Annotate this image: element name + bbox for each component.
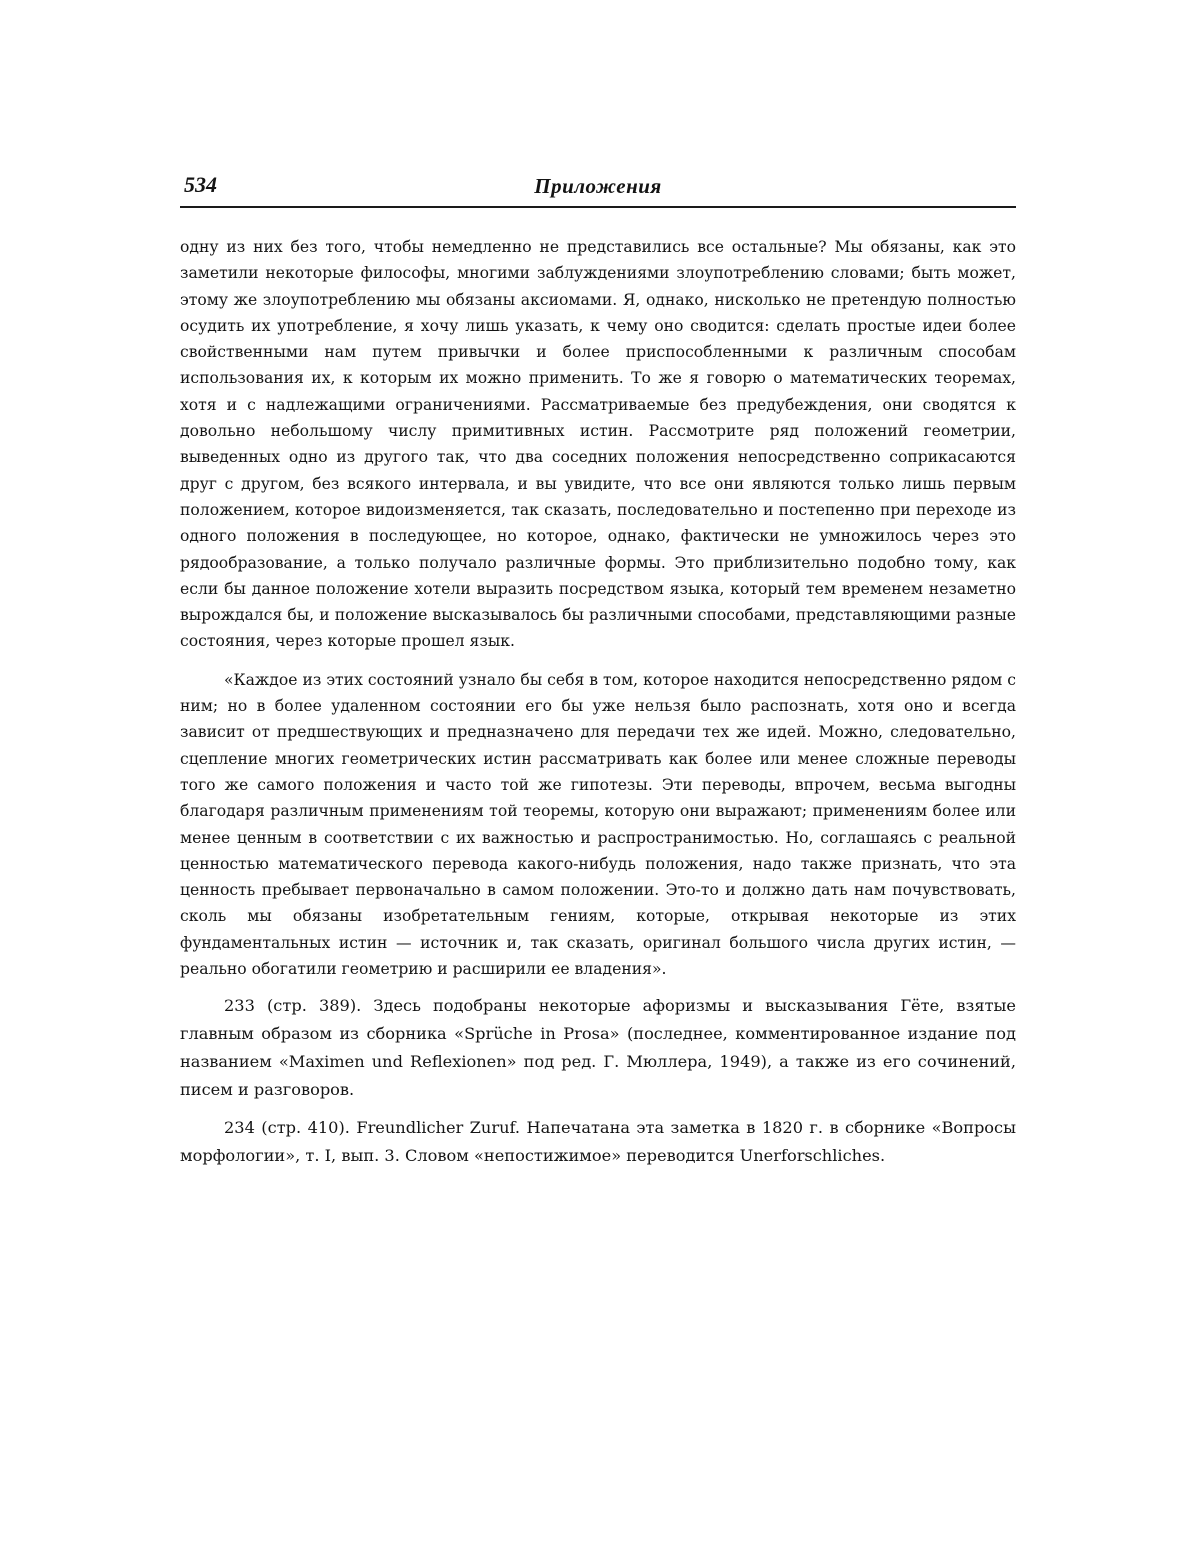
running-head (180, 170, 1016, 206)
paragraph-continuation: одну из них без того, чтобы немедленно не представились все остальные? Мы обязаны, как это заметили некоторые философы, многими заблуждениями злоупотреблению словами; быть может, этому же злоупотреблению мы обязаны аксиомами. Я, однако, нисколько не претендую полностью осудить их употребление, я хочу лишь указать, к чему оно сводится: сделать простые идеи более свойственными нам путем привычки и более приспособленными к различным способам использования их, к которым их можно применить. То же я говорю о математических теоремах, хотя и с надлежащими ограничениями. Рассматриваемые без предубеждения, они сводятся к довольно небольшому числу примитивных истин. Рассмотрите ряд положений геометрии, выведенных одно из другого так, что два соседних положения непосредственно соприкасаются друг с другом, без всякого интервала, и вы увидите, что все они являются только лишь первым положением, которое видоизменяется, так сказать, последовательно и постепенно при переходе из одного положения в последующее, но которое, однако, фактически не умножилось через это рядообразование, а только получало различные формы. Это приблизительно подобно тому, как если бы данное положение хотели выразить посредством языка, который тем временем незаметно вырождался бы, и положение высказывалось бы различными способами, представляющими разные состояния, через которые прошел язык. (180, 234, 1016, 655)
note-234: 234 (стр. 410). Freundlicher Zuruf. Напечатана эта заметка в 1820 г. в сборнике «Вопросы морфологии», т. I, вып. 3. Словом «непостижимое» переводится Unerforschliches. (180, 1114, 1016, 1170)
book-page (180, 170, 1016, 1170)
page-number: 534 (184, 172, 217, 198)
running-title: Приложения (180, 174, 1016, 199)
body-text (180, 234, 1016, 1170)
header-rule (180, 206, 1016, 208)
paragraph-quotation: «Каждое из этих состояний узнало бы себя в том, которое находится непосредственно рядом с ним; но в более удаленном состоянии его бы уже нельзя было распознать, хотя оно и всегда зависит от предшествующих и предназначено для передачи тех же идей. Можно, следовательно, сцепление многих геометрических истин рассматривать как более или менее сложные переводы того же самого положения и часто той же гипотезы. Эти переводы, впрочем, весьма выгодны благодаря различным применениям той теоремы, которую они выражают; применениям более или менее ценным в соответствии с их важностью и распространимостью. Но, соглашаясь с реальной ценностью математического перевода какого-нибудь положения, надо также признать, что эта ценность пребывает первоначально в самом положении. Это-то и должно дать нам почувствовать, сколь мы обязаны изобретательным гениям, которые, открывая некоторые из этих фундаментальных истин — источник и, так сказать, оригинал большого числа других истин, — реально обогатили геометрию и расширили ее владения». (180, 667, 1016, 983)
note-233: 233 (стр. 389). Здесь подобраны некоторые афоризмы и высказывания Гёте, взятые главным образом из сборника «Sprüche in Prosa» (последнее, комментированное издание под названием «Maximen und Reflexionen» под ред. Г. Мюллера, 1949), а также из его сочинений, писем и разговоров. (180, 992, 1016, 1104)
